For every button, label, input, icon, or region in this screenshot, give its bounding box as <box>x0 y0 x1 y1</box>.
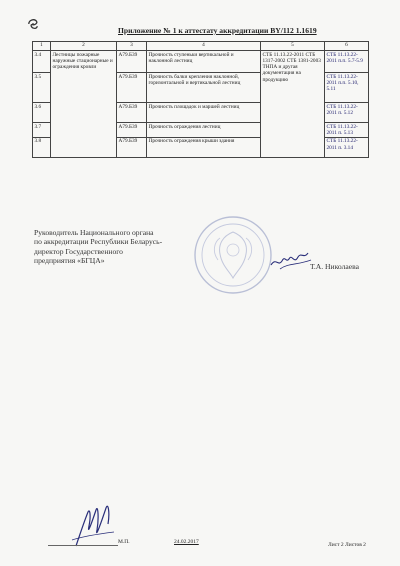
sheet-counter: Лист 2 Листов 2 <box>328 542 366 548</box>
code-cell: А79.Б39 <box>117 51 147 73</box>
column-number: 4 <box>147 42 261 51</box>
signatory-line: по аккредитации Республики Беларусь- <box>34 237 163 247</box>
row-number: 3.7 <box>33 123 51 138</box>
characteristic-cell: Прочность ступеньки вертикальной и наклонной лестниц <box>147 51 261 73</box>
signature-icon <box>268 247 313 275</box>
row-number: 3.4 <box>33 51 51 73</box>
accreditation-scope-table <box>32 41 369 158</box>
object-cell-continued <box>51 137 117 157</box>
object-cell-continued <box>51 123 117 138</box>
signatory-title <box>34 228 162 265</box>
requirements-doc-cell: СТБ 11.13.22-2011 СТБ 1317-2002 СТБ 1381-2003 ТНПА и другая документация на продукцию <box>261 51 325 158</box>
row-number: 3.6 <box>33 103 51 123</box>
method-doc-cell: СТБ 11.13.22-2011 п.п. 5.7-5.9 <box>325 51 369 73</box>
signatory-line: директор Государственного <box>34 246 123 256</box>
characteristic-cell: Прочность ограждения лестниц <box>147 123 261 138</box>
object-cell-continued <box>51 103 117 123</box>
column-number-row <box>33 42 369 51</box>
handwritten-signature-icon <box>70 496 118 550</box>
characteristic-cell: Прочность площадок и маршей лестниц <box>147 103 261 123</box>
method-doc-cell: СТБ 11.13.22-2011 п. 5.13 <box>325 123 369 138</box>
document-date: 24.02.2017 <box>174 539 199 545</box>
code-cell: А79.Б39 <box>117 103 147 123</box>
table-row <box>33 51 369 73</box>
stamp-place-label: М.П. <box>118 539 130 545</box>
row-number: 3.5 <box>33 73 51 103</box>
signatory-name: Т.А. Николаева <box>310 262 359 271</box>
code-cell: А79.Б39 <box>117 137 147 157</box>
code-cell: А79.Б39 <box>117 123 147 138</box>
column-number: 2 <box>51 42 117 51</box>
method-doc-cell: СТБ 11.13.22-2011 п. 5.12 <box>325 103 369 123</box>
signatory-line: Руководитель Национального органа <box>34 228 154 237</box>
column-number: 1 <box>33 42 51 51</box>
column-number: 6 <box>325 42 369 51</box>
page-title: Приложение № 1 к аттестату аккредитации BY/112 1.1619 <box>118 26 317 35</box>
row-number: 3.8 <box>33 137 51 157</box>
code-cell: А79.Б39 <box>117 73 147 103</box>
column-number: 5 <box>261 42 325 51</box>
method-doc-cell: СТБ 11.13.22-2011 п. 3.14 <box>325 137 369 157</box>
signatory-line: предприятия «БГЦА» <box>34 255 105 265</box>
accreditation-logo-icon <box>26 17 40 31</box>
official-seal-icon <box>188 212 278 298</box>
stamp-line <box>48 545 118 546</box>
characteristic-cell: Прочность балки крепления наклонной, горизонтальной и вертикальной лестниц <box>147 73 261 103</box>
column-number: 3 <box>117 42 147 51</box>
characteristic-cell: Прочность ограждения крыши здания <box>147 137 261 157</box>
object-cell: Лестницы пожарные наружные стационарные и ограждения кровли <box>51 51 117 103</box>
method-doc-cell: СТБ 11.13.22-2011 п.п. 5.10, 5.11 <box>325 73 369 103</box>
